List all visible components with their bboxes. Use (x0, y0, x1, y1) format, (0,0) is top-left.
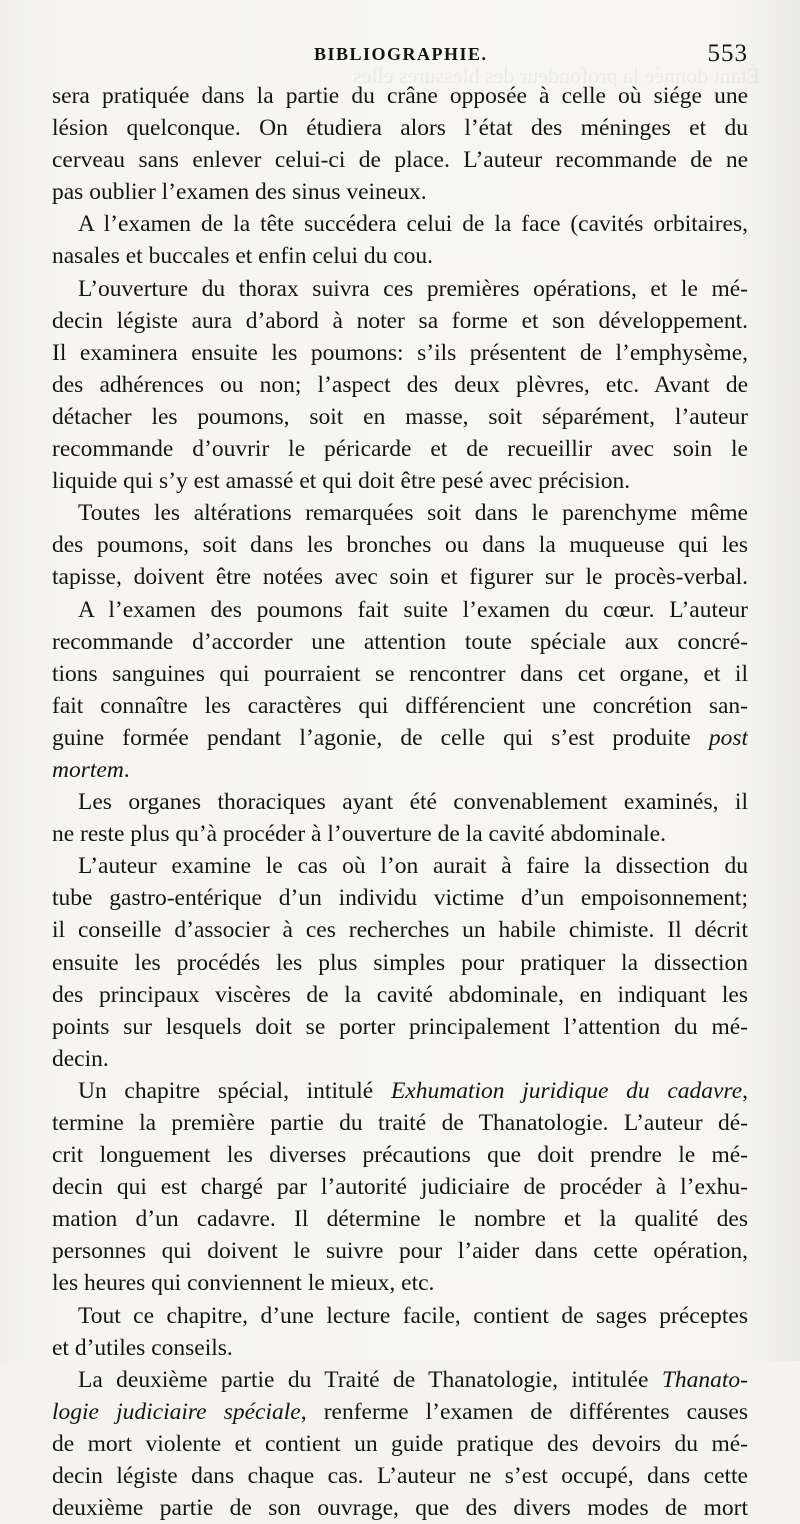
text-line: liquide qui s’y est amassé et qui doit être pesé avec précision. (52, 468, 631, 495)
text-line: tapisse, doivent être notées avec soin et figurer sur le procès-verbal. (52, 564, 748, 591)
text-line: pas oublier l’examen des sinus veineux. (52, 179, 427, 206)
text-line: logie judiciaire spéciale, renferme l’examen de différentes causes (52, 1398, 748, 1425)
text-line: des poumons, soit dans les bronches ou dans la muqueuse qui les (52, 532, 748, 559)
italic-term: Thanato- (661, 1366, 748, 1393)
text-line: Tout ce chapitre, d’une lecture facile, contient de sages préceptes (78, 1302, 748, 1329)
text-line: sera pratiquée dans la partie du crâne opposée à celle où siége une (52, 83, 748, 109)
text-line: lésion quelconque. On étudiera alors l’état des méninges et du (52, 115, 748, 142)
text-line: decin. (52, 1045, 109, 1072)
text-line: il conseille d’associer à ces recherches un habile chimiste. Il décrit (52, 917, 748, 944)
text-line: L’ouverture du thorax suivra ces premières opérations, et le mé- (78, 275, 748, 302)
text-line: fait connaître les caractères qui différencient une concrétion san- (52, 692, 748, 719)
text-line: L’auteur examine le cas où l’on aurait à faire la dissection du (78, 853, 748, 880)
text-line: decin qui est chargé par l’autorité judiciaire de procéder à l’exhu- (52, 1174, 748, 1201)
text-line: Un chapitre spécial, intitulé Exhumation juridique du cadavre, (78, 1077, 748, 1104)
text-line: tions sanguines qui pourraient se rencontrer dans cet organe, et il (52, 660, 748, 687)
text-line: ensuite les procédés les plus simples pour pratiquer la dissection (52, 949, 748, 976)
text-line: Toutes les altérations remarquées soit dans le parenchyme même (78, 500, 748, 527)
text-line: mation d’un cadavre. Il détermine le nombre et la qualité des (52, 1206, 748, 1233)
text-line: et d’utiles conseils. (52, 1334, 233, 1361)
text-line: A l’examen des poumons fait suite l’examen du cœur. L’auteur (78, 596, 748, 623)
text-line: points sur lesquels doit se porter principalement l’attention du mé- (52, 1013, 748, 1040)
text-line: de mort violente et contient un guide pratique des devoirs du mé- (52, 1430, 748, 1457)
text-line: tube gastro-entérique d’un individu victime d’un empoisonnement; (52, 885, 748, 912)
text-line: La deuxième partie du Traité de Thanatologie, intitulée Thanato- (78, 1366, 748, 1393)
text-line: guine formée pendant l’agonie, de celle qui s’est produite post (52, 724, 748, 751)
italic-term: logie judiciaire spéciale (52, 1398, 301, 1425)
italic-term: mortem (52, 756, 124, 783)
text-line: A l’examen de la tête succédera celui de la face (cavités orbitaires, (78, 211, 748, 238)
text-line: deuxième partie de son ouvrage, que des divers modes de mort (52, 1495, 748, 1522)
text-line: détacher les poumons, soit en masse, soit séparément, l’auteur (52, 403, 748, 430)
italic-term: Exhumation juridique du cadavre (390, 1077, 743, 1104)
text-line: mortem. (52, 756, 130, 783)
text-line: les heures qui conviennent le mieux, etc. (52, 1270, 435, 1297)
text-line: Les organes thoraciques ayant été convenablement examinés, il (78, 789, 748, 816)
text-line: ne reste plus qu’à procéder à l’ouverture de la cavité abdominale. (52, 821, 666, 848)
running-head: BIBLIOGRAPHIE. (314, 44, 488, 64)
text-line: recommande d’accorder une attention toute spéciale aux concré- (52, 628, 748, 655)
page-header (52, 40, 748, 80)
text-line: nasales et buccales et enfin celui du cou. (52, 243, 434, 270)
text-line: decin légiste aura d’abord à noter sa forme et son développement. (52, 307, 748, 334)
text-line: decin légiste dans chaque cas. L’auteur ne s’est occupé, dans cette (52, 1463, 748, 1490)
body-text (52, 80, 748, 1524)
text-line: cerveau sans enlever celui-ci de place. L’auteur recommande de ne (52, 147, 748, 174)
text-line: Il examinera ensuite les poumons: s’ils présentent de l’emphysème, (52, 339, 748, 366)
text-line: recommande d’ouvrir le péricarde et de recueillir avec soin le (52, 436, 748, 463)
text-line: personnes qui doivent le suivre pour l’aider dans cette opération, (52, 1238, 748, 1265)
page-number: 553 (707, 40, 748, 67)
text-line: des adhérences ou non; l’aspect des deux plèvres, etc. Avant de (52, 371, 748, 398)
text-line: des principaux viscères de la cavité abdominale, en indiquant les (52, 981, 748, 1008)
italic-term: post (708, 724, 748, 751)
text-line: crit longuement les diverses précautions que doit prendre le mé- (52, 1142, 748, 1169)
text-line: termine la première partie du traité de Thanatologie. L’auteur dé- (52, 1110, 748, 1136)
